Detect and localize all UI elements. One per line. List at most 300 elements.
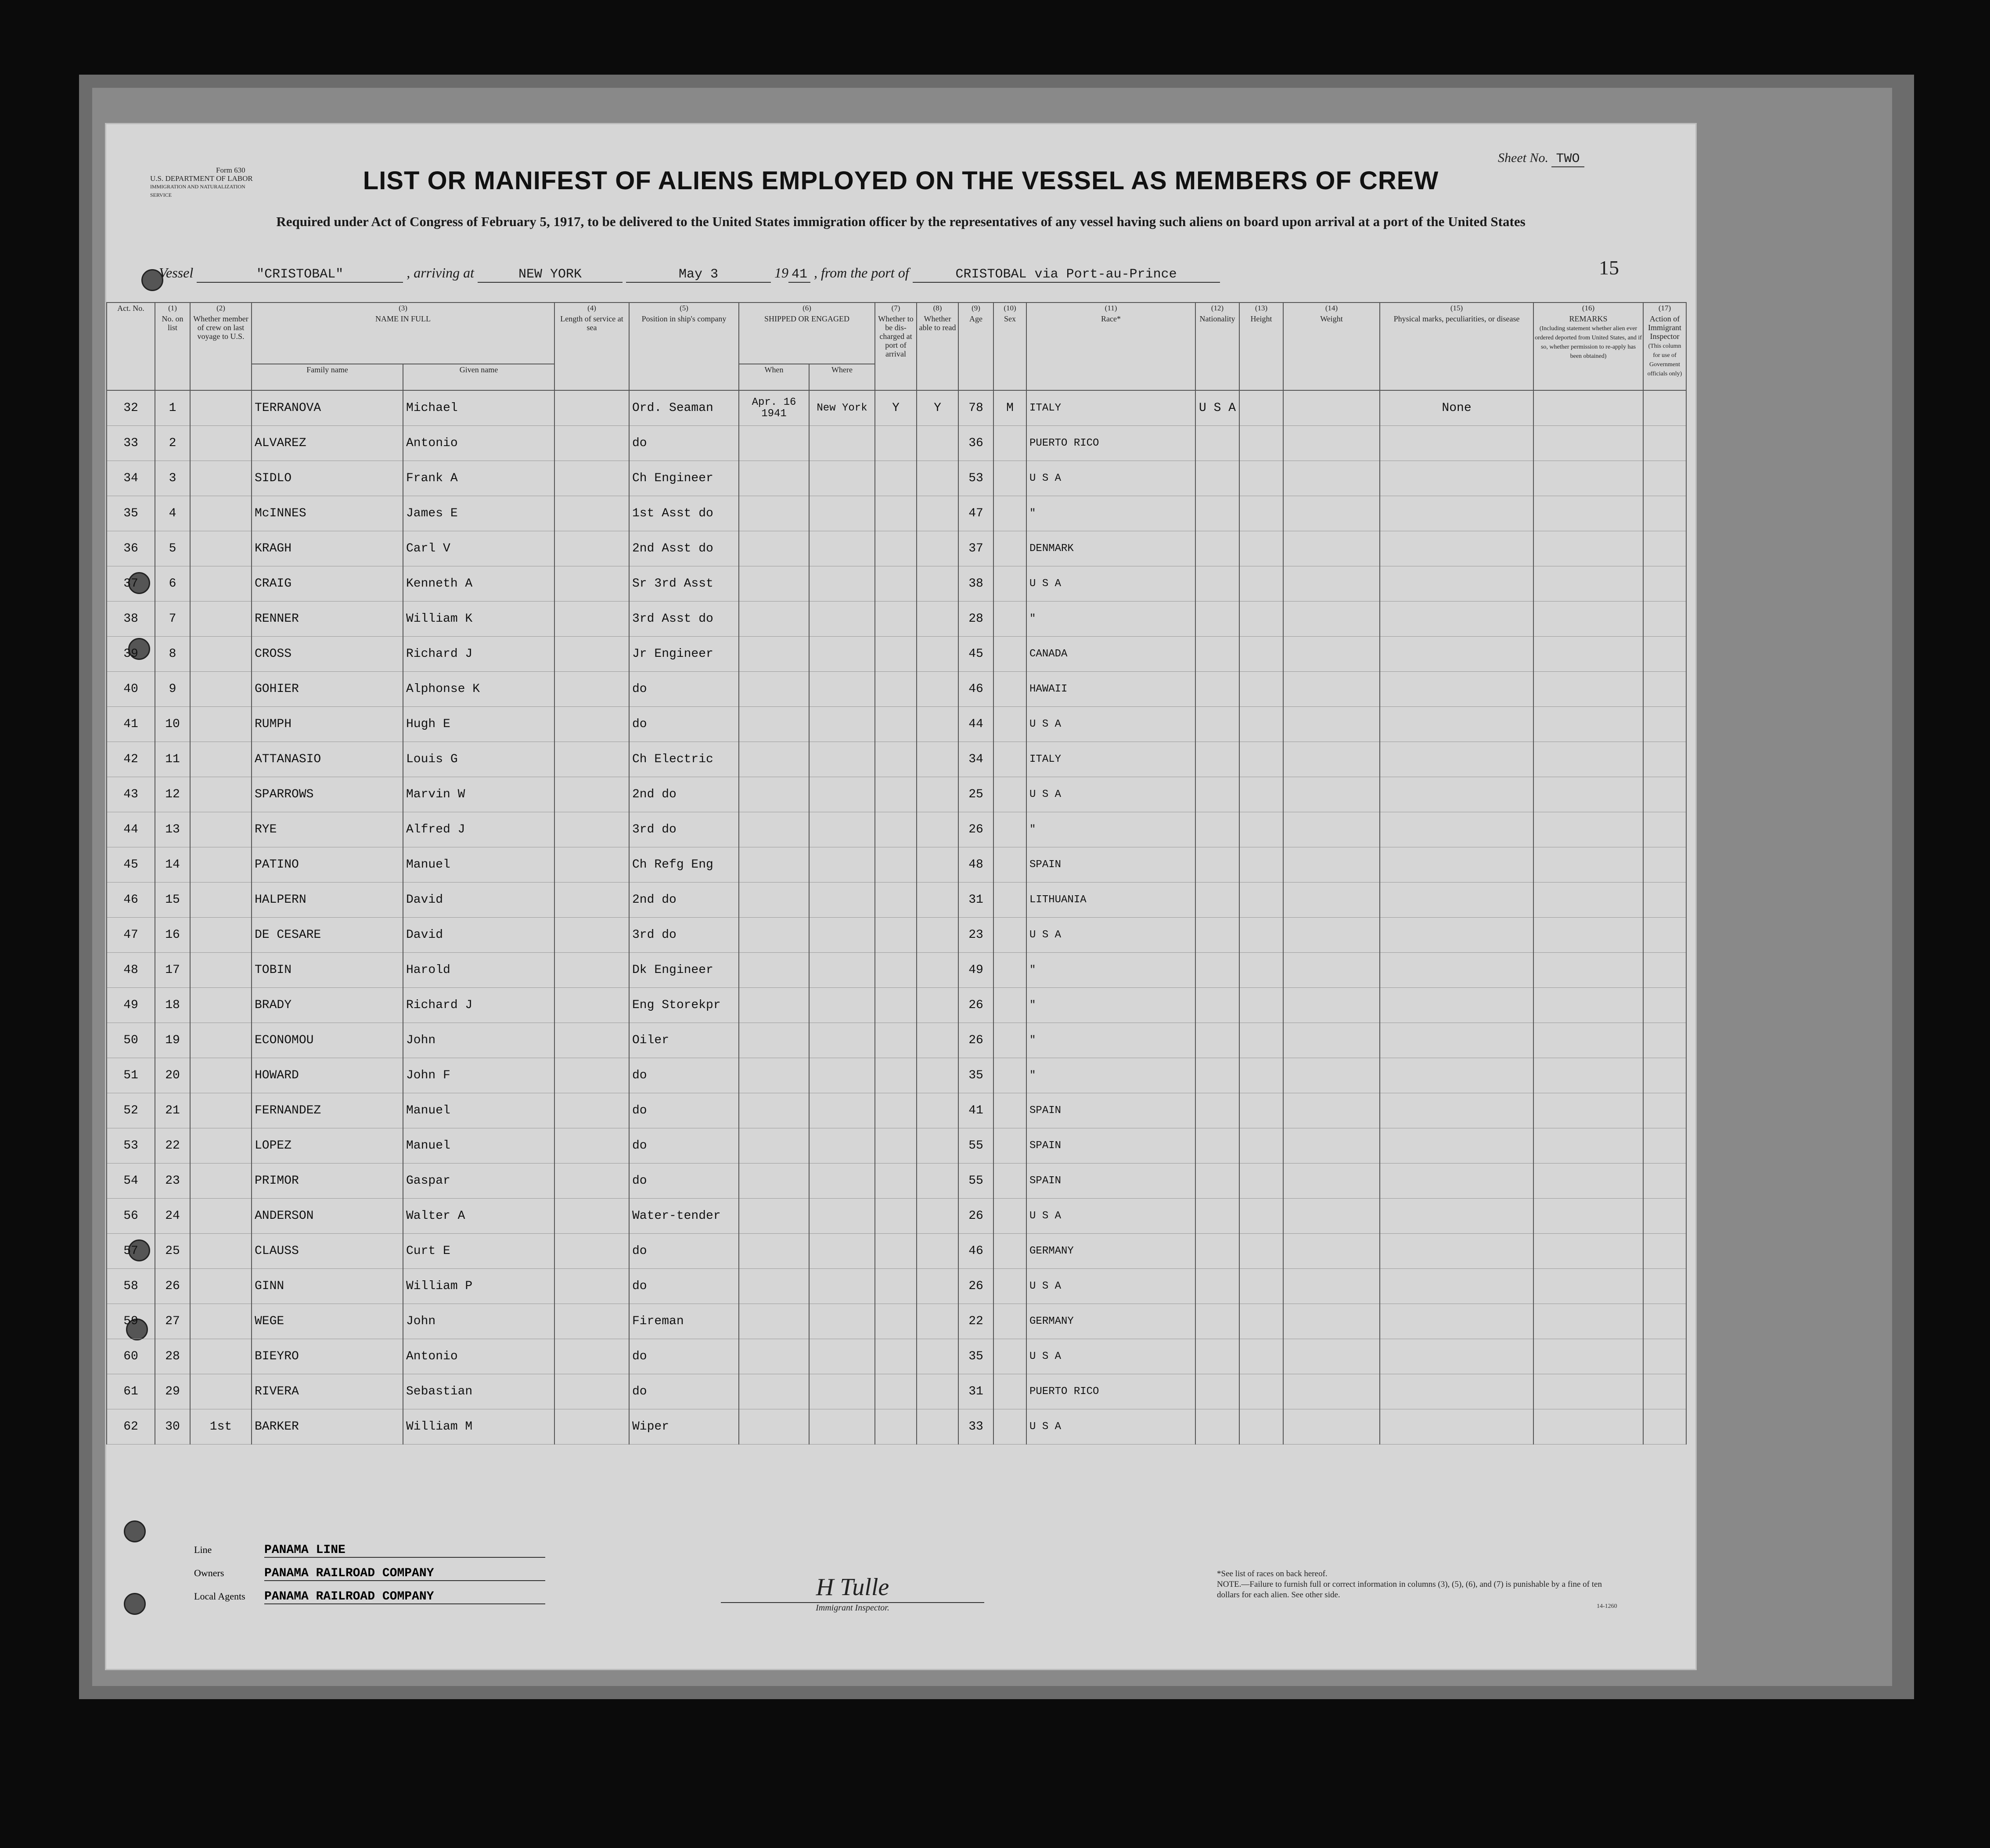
physical-marks-cell — [1380, 1409, 1533, 1445]
physical-marks-cell — [1380, 988, 1533, 1023]
where-cell — [809, 847, 875, 883]
remarks-cell — [1533, 1304, 1643, 1339]
sex-cell — [993, 1409, 1026, 1445]
where-cell — [809, 426, 875, 461]
weight-cell — [1283, 1058, 1380, 1093]
agents-value: PANAMA RAILROAD COMPANY — [264, 1590, 545, 1604]
family-name-cell: DE CESARE — [252, 918, 403, 953]
weight-cell — [1283, 918, 1380, 953]
physical-marks-cell — [1380, 847, 1533, 883]
race-cell: U S A — [1026, 707, 1195, 742]
height-cell — [1239, 1128, 1283, 1164]
physical-marks-cell — [1380, 707, 1533, 742]
no-on-list-cell: 11 — [155, 742, 190, 777]
remarks-cell — [1533, 707, 1643, 742]
length-service-cell — [554, 426, 629, 461]
when-cell — [739, 1058, 809, 1093]
action-cell — [1643, 1269, 1686, 1304]
sex-cell — [993, 566, 1026, 602]
column-number: (16) — [1582, 304, 1595, 312]
given-name-cell: William K — [403, 602, 554, 637]
nationality-cell — [1195, 531, 1239, 566]
sex-cell — [993, 1269, 1026, 1304]
sex-cell — [993, 918, 1026, 953]
sex-cell — [993, 496, 1026, 531]
able-read-cell — [917, 1164, 958, 1199]
age-cell: 46 — [958, 672, 993, 707]
weight-cell — [1283, 883, 1380, 918]
page-number: 15 — [1599, 256, 1619, 279]
last-voyage-cell — [190, 953, 252, 988]
given-name-cell: John — [403, 1304, 554, 1339]
table-row — [107, 1128, 1686, 1164]
nationality-cell — [1195, 1374, 1239, 1409]
weight-cell — [1283, 777, 1380, 812]
table-row — [107, 1093, 1686, 1128]
length-service-cell — [554, 777, 629, 812]
length-service-cell — [554, 1409, 629, 1445]
able-read-cell — [917, 637, 958, 672]
able-read-cell — [917, 496, 958, 531]
position-cell: Sr 3rd Asst — [629, 566, 739, 602]
height-cell — [1239, 918, 1283, 953]
age-cell: 37 — [958, 531, 993, 566]
physical-marks-cell — [1380, 1269, 1533, 1304]
age-cell: 46 — [958, 1234, 993, 1269]
act-no-cell: 39 — [107, 637, 155, 672]
footer-agents — [194, 1590, 545, 1604]
act-no-cell: 41 — [107, 707, 155, 742]
table-row — [107, 1409, 1686, 1445]
when-cell — [739, 1093, 809, 1128]
when-cell — [739, 1234, 809, 1269]
header-length-service — [554, 303, 629, 390]
race-cell: SPAIN — [1026, 1128, 1195, 1164]
height-cell — [1239, 1023, 1283, 1058]
age-cell: 55 — [958, 1128, 993, 1164]
act-no-cell: 50 — [107, 1023, 155, 1058]
header-label: Given name — [459, 365, 498, 374]
weight-cell — [1283, 1164, 1380, 1199]
last-voyage-cell — [190, 426, 252, 461]
height-cell — [1239, 531, 1283, 566]
age-cell: 26 — [958, 1269, 993, 1304]
given-name-cell: Marvin W — [403, 777, 554, 812]
last-voyage-cell — [190, 390, 252, 426]
able-read-cell — [917, 1269, 958, 1304]
table-row — [107, 426, 1686, 461]
when-cell — [739, 777, 809, 812]
when-cell — [739, 1269, 809, 1304]
sex-cell — [993, 777, 1026, 812]
nationality-cell — [1195, 953, 1239, 988]
physical-marks-cell — [1380, 1339, 1533, 1374]
departure-port: CRISTOBAL via Port-au-Prince — [913, 267, 1220, 283]
age-cell: 26 — [958, 812, 993, 847]
given-name-cell: William P — [403, 1269, 554, 1304]
where-cell: New York — [809, 390, 875, 426]
family-name-cell: HALPERN — [252, 883, 403, 918]
length-service-cell — [554, 566, 629, 602]
given-name-cell: Sebastian — [403, 1374, 554, 1409]
header-shipped — [739, 303, 875, 364]
race-cell: " — [1026, 496, 1195, 531]
given-name-cell: Manuel — [403, 1128, 554, 1164]
discharged-cell — [875, 1409, 917, 1445]
position-cell: do — [629, 672, 739, 707]
age-cell: 38 — [958, 566, 993, 602]
given-name-cell: Alfred J — [403, 812, 554, 847]
family-name-cell: KRAGH — [252, 531, 403, 566]
remarks-cell — [1533, 812, 1643, 847]
where-cell — [809, 1269, 875, 1304]
discharged-cell — [875, 707, 917, 742]
header-label: Length of service at sea — [560, 314, 623, 332]
no-on-list-cell: 10 — [155, 707, 190, 742]
column-number: (17) — [1658, 304, 1671, 312]
given-name-cell: David — [403, 918, 554, 953]
age-cell: 26 — [958, 1023, 993, 1058]
able-read-cell: Y — [917, 390, 958, 426]
header-label: Sex — [1004, 314, 1016, 323]
last-voyage-cell — [190, 1199, 252, 1234]
physical-marks-cell — [1380, 1374, 1533, 1409]
discharged-cell — [875, 883, 917, 918]
given-name-cell: John — [403, 1023, 554, 1058]
act-no-cell: 46 — [107, 883, 155, 918]
age-cell: 26 — [958, 988, 993, 1023]
column-number: (13) — [1255, 304, 1268, 312]
vessel-name: "CRISTOBAL" — [197, 267, 403, 283]
physical-marks-cell — [1380, 1023, 1533, 1058]
length-service-cell — [554, 1128, 629, 1164]
position-cell: Wiper — [629, 1409, 739, 1445]
family-name-cell: FERNANDEZ — [252, 1093, 403, 1128]
length-service-cell — [554, 812, 629, 847]
remarks-cell — [1533, 1339, 1643, 1374]
race-cell: U S A — [1026, 1269, 1195, 1304]
last-voyage-cell — [190, 602, 252, 637]
no-on-list-cell: 21 — [155, 1093, 190, 1128]
table-row — [107, 602, 1686, 637]
height-cell — [1239, 1374, 1283, 1409]
physical-marks-cell — [1380, 426, 1533, 461]
where-cell — [809, 1058, 875, 1093]
where-cell — [809, 812, 875, 847]
race-cell: PUERTO RICO — [1026, 426, 1195, 461]
discharged-cell — [875, 1093, 917, 1128]
header-act-no — [107, 303, 155, 390]
action-cell — [1643, 461, 1686, 496]
where-cell — [809, 1199, 875, 1234]
family-name-cell: SIDLO — [252, 461, 403, 496]
sex-cell — [993, 988, 1026, 1023]
given-name-cell: Antonio — [403, 426, 554, 461]
position-cell: Ch Electric — [629, 742, 739, 777]
nationality-cell — [1195, 602, 1239, 637]
action-cell — [1643, 566, 1686, 602]
table-row — [107, 531, 1686, 566]
no-on-list-cell: 29 — [155, 1374, 190, 1409]
length-service-cell — [554, 531, 629, 566]
header-label: NAME IN FULL — [375, 314, 431, 323]
remarks-cell — [1533, 847, 1643, 883]
race-cell: ITALY — [1026, 390, 1195, 426]
discharged-cell — [875, 1164, 917, 1199]
when-cell — [739, 742, 809, 777]
given-name-cell: Richard J — [403, 988, 554, 1023]
physical-marks-cell — [1380, 883, 1533, 918]
act-no-cell: 52 — [107, 1093, 155, 1128]
height-cell — [1239, 988, 1283, 1023]
race-cell: U S A — [1026, 1339, 1195, 1374]
act-no-cell: 56 — [107, 1199, 155, 1234]
column-number: (15) — [1450, 304, 1463, 312]
height-cell — [1239, 461, 1283, 496]
physical-marks-cell — [1380, 566, 1533, 602]
physical-marks-cell — [1380, 461, 1533, 496]
height-cell — [1239, 1304, 1283, 1339]
agents-label: Local Agents — [194, 1591, 245, 1602]
header-race — [1026, 303, 1195, 390]
height-cell — [1239, 1339, 1283, 1374]
age-cell: 23 — [958, 918, 993, 953]
nationality-cell — [1195, 637, 1239, 672]
length-service-cell — [554, 847, 629, 883]
nationality-cell — [1195, 1304, 1239, 1339]
able-read-cell — [917, 1339, 958, 1374]
owners-label: Owners — [194, 1567, 224, 1578]
where-cell — [809, 777, 875, 812]
where-cell — [809, 602, 875, 637]
column-number: (3) — [399, 304, 407, 312]
header-act-no-label: Act. No. — [117, 304, 144, 313]
header-label: When — [764, 365, 784, 374]
table-row — [107, 1234, 1686, 1269]
table-row — [107, 461, 1686, 496]
age-cell: 28 — [958, 602, 993, 637]
arriving-label: , arriving at — [407, 265, 474, 281]
arrival-year: 41 — [788, 267, 810, 283]
where-cell — [809, 1304, 875, 1339]
column-number: (7) — [891, 304, 900, 312]
able-read-cell — [917, 672, 958, 707]
family-name-cell: GINN — [252, 1269, 403, 1304]
where-cell — [809, 1409, 875, 1445]
sex-cell — [993, 637, 1026, 672]
remarks-cell — [1533, 390, 1643, 426]
column-number: (11) — [1105, 304, 1117, 312]
family-name-cell: ATTANASIO — [252, 742, 403, 777]
age-cell: 78 — [958, 390, 993, 426]
no-on-list-cell: 30 — [155, 1409, 190, 1445]
able-read-cell — [917, 953, 958, 988]
remarks-cell — [1533, 672, 1643, 707]
remarks-cell — [1533, 742, 1643, 777]
act-no-cell: 36 — [107, 531, 155, 566]
action-cell — [1643, 672, 1686, 707]
binding-hole — [124, 1593, 146, 1615]
where-cell — [809, 637, 875, 672]
when-cell — [739, 883, 809, 918]
race-cell: PUERTO RICO — [1026, 1374, 1195, 1409]
position-cell: do — [629, 426, 739, 461]
physical-marks-cell — [1380, 1164, 1533, 1199]
nationality-cell — [1195, 847, 1239, 883]
weight-cell — [1283, 1304, 1380, 1339]
last-voyage-cell — [190, 1093, 252, 1128]
race-cell: SPAIN — [1026, 1093, 1195, 1128]
weight-cell — [1283, 1234, 1380, 1269]
when-cell — [739, 1164, 809, 1199]
family-name-cell: TOBIN — [252, 953, 403, 988]
discharged-cell — [875, 742, 917, 777]
sheet-number-value: TWO — [1551, 151, 1584, 167]
where-cell — [809, 1374, 875, 1409]
race-cell: " — [1026, 812, 1195, 847]
position-cell: do — [629, 1269, 739, 1304]
position-cell: 2nd do — [629, 883, 739, 918]
when-cell — [739, 496, 809, 531]
position-cell: do — [629, 1058, 739, 1093]
page-title: LIST OR MANIFEST OF ALIENS EMPLOYED ON THE VESSEL AS MEMBERS OF CREW — [363, 166, 1439, 195]
action-cell — [1643, 496, 1686, 531]
action-cell — [1643, 988, 1686, 1023]
line-label: Line — [194, 1544, 212, 1555]
length-service-cell — [554, 988, 629, 1023]
race-cell: SPAIN — [1026, 847, 1195, 883]
when-cell — [739, 953, 809, 988]
table-row — [107, 1164, 1686, 1199]
header-label: Height — [1250, 314, 1272, 323]
position-cell: 2nd do — [629, 777, 739, 812]
no-on-list-cell: 23 — [155, 1164, 190, 1199]
discharged-cell — [875, 812, 917, 847]
page-subtitle: Required under Act of Congress of February 5, 1917, to be delivered to the United States immigration officer by the representatives of any vessel having such aliens on board upon arrival at a port of the United States — [276, 214, 1526, 229]
able-read-cell — [917, 1023, 958, 1058]
nationality-cell: U S A — [1195, 390, 1239, 426]
action-cell — [1643, 742, 1686, 777]
age-cell: 49 — [958, 953, 993, 988]
family-name-cell: BIEYRO — [252, 1339, 403, 1374]
height-cell — [1239, 602, 1283, 637]
race-cell: HAWAII — [1026, 672, 1195, 707]
able-read-cell — [917, 847, 958, 883]
table-row — [107, 953, 1686, 988]
family-name-cell: McINNES — [252, 496, 403, 531]
family-name-cell: CLAUSS — [252, 1234, 403, 1269]
height-cell — [1239, 847, 1283, 883]
act-no-cell: 62 — [107, 1409, 155, 1445]
column-number: (1) — [168, 304, 177, 312]
remarks-cell — [1533, 1374, 1643, 1409]
nationality-cell — [1195, 1339, 1239, 1374]
where-cell — [809, 672, 875, 707]
table-row — [107, 777, 1686, 812]
length-service-cell — [554, 742, 629, 777]
able-read-cell — [917, 1409, 958, 1445]
last-voyage-cell — [190, 1234, 252, 1269]
race-cell: " — [1026, 953, 1195, 988]
vessel-label: Vessel — [159, 265, 194, 281]
length-service-cell — [554, 918, 629, 953]
discharged-cell — [875, 953, 917, 988]
where-cell — [809, 1023, 875, 1058]
nationality-cell — [1195, 672, 1239, 707]
nationality-cell — [1195, 461, 1239, 496]
header-sublabel: (Including statement whether alien ever ordered deported from United States, and if so, whether permission to re-apply has been obtained) — [1535, 325, 1642, 360]
race-cell: GERMANY — [1026, 1304, 1195, 1339]
header-name-in-full — [252, 303, 554, 364]
physical-marks-cell — [1380, 1304, 1533, 1339]
race-cell: " — [1026, 1058, 1195, 1093]
no-on-list-cell: 25 — [155, 1234, 190, 1269]
age-cell: 35 — [958, 1058, 993, 1093]
weight-cell — [1283, 637, 1380, 672]
column-number: (5) — [680, 304, 688, 312]
able-read-cell — [917, 742, 958, 777]
family-name-cell: ECONOMOU — [252, 1023, 403, 1058]
age-cell: 44 — [958, 707, 993, 742]
column-number: (8) — [933, 304, 942, 312]
discharged-cell — [875, 496, 917, 531]
last-voyage-cell — [190, 988, 252, 1023]
act-no-cell: 33 — [107, 426, 155, 461]
race-cell: U S A — [1026, 461, 1195, 496]
footer-owners — [194, 1567, 545, 1581]
age-cell: 35 — [958, 1339, 993, 1374]
race-cell: U S A — [1026, 1199, 1195, 1234]
where-cell — [809, 918, 875, 953]
column-number: (14) — [1325, 304, 1338, 312]
race-cell: CANADA — [1026, 637, 1195, 672]
act-no-cell: 38 — [107, 602, 155, 637]
able-read-cell — [917, 1093, 958, 1128]
table-row — [107, 1269, 1686, 1304]
family-name-cell: PRIMOR — [252, 1164, 403, 1199]
remarks-cell — [1533, 953, 1643, 988]
sex-cell — [993, 847, 1026, 883]
race-cell: U S A — [1026, 777, 1195, 812]
signature-text: H Tulle — [721, 1573, 984, 1603]
position-cell: Ch Refg Eng — [629, 847, 739, 883]
when-cell — [739, 531, 809, 566]
action-cell — [1643, 847, 1686, 883]
physical-marks-cell — [1380, 918, 1533, 953]
nationality-cell — [1195, 1234, 1239, 1269]
where-cell — [809, 1128, 875, 1164]
inspector-signature — [721, 1573, 984, 1613]
nationality-cell — [1195, 988, 1239, 1023]
remarks-cell — [1533, 1023, 1643, 1058]
family-name-cell: ANDERSON — [252, 1199, 403, 1234]
no-on-list-cell: 22 — [155, 1128, 190, 1164]
action-cell — [1643, 1339, 1686, 1374]
no-on-list-cell: 28 — [155, 1339, 190, 1374]
height-cell — [1239, 1093, 1283, 1128]
family-name-cell: HOWARD — [252, 1058, 403, 1093]
able-read-cell — [917, 988, 958, 1023]
last-voyage-cell — [190, 637, 252, 672]
height-cell — [1239, 566, 1283, 602]
when-cell: Apr. 16 1941 — [739, 390, 809, 426]
last-voyage-cell — [190, 777, 252, 812]
table-row — [107, 496, 1686, 531]
when-cell — [739, 672, 809, 707]
column-number: (4) — [587, 304, 596, 312]
remarks-cell — [1533, 1058, 1643, 1093]
given-name-cell: Walter A — [403, 1199, 554, 1234]
